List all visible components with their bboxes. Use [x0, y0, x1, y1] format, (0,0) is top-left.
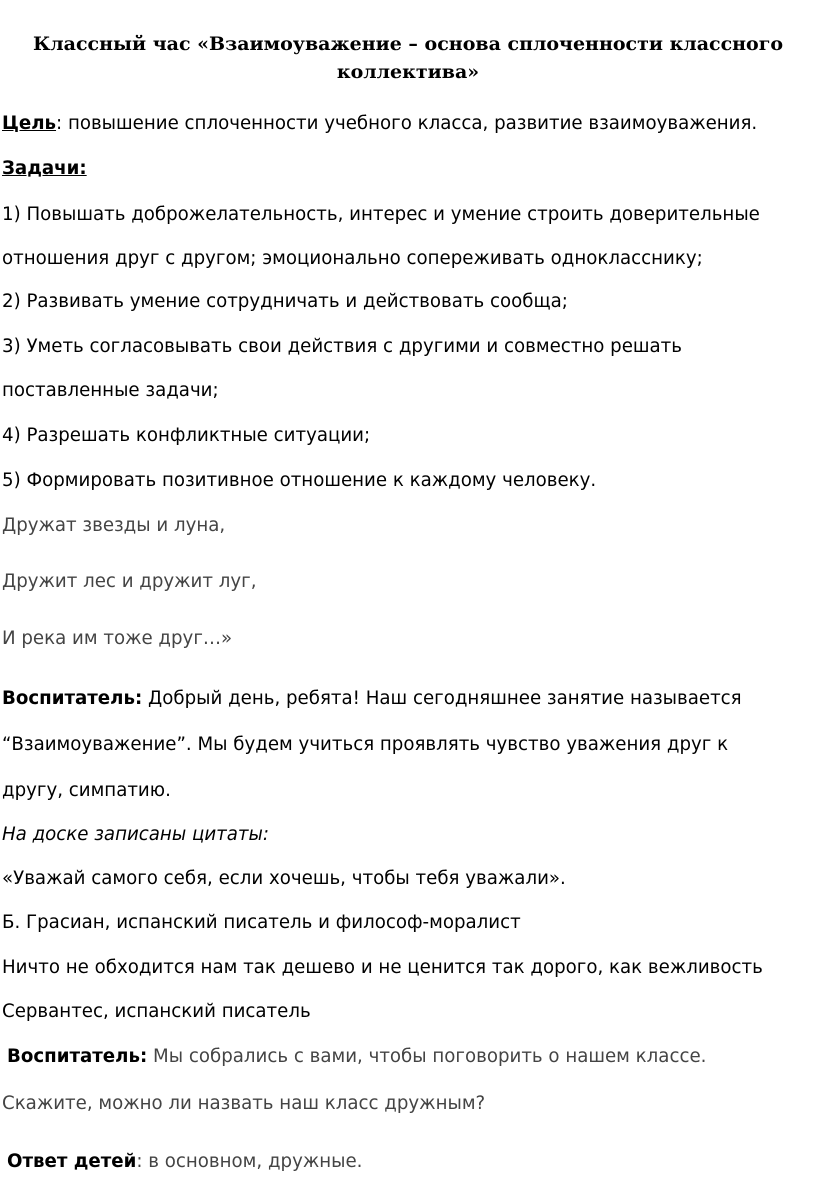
teacher-speech-line [7, 1045, 706, 1069]
teacher-speech-line [2, 687, 742, 711]
quote-author: Сервантес, испанский писатель [2, 1001, 311, 1022]
teacher-speech-line: другу, симпатию. [2, 780, 171, 801]
answer-label: Ответ детей [7, 1151, 137, 1172]
goal-label: Цель [2, 113, 57, 134]
task-line: 1) Повышать доброжелательность, интерес и умение строить доверительные [2, 204, 760, 225]
task-line: отношения друг с другом; эмоционально сопереживать однокласснику; [2, 248, 703, 269]
poem-line: Дружит лес и дружит луг, [2, 571, 257, 592]
quote-line: Ничто не обходится нам так дешево и не ценится так дорого, как вежливость [2, 957, 763, 978]
poem-line: И река им тоже друг…» [2, 628, 233, 649]
quote-author: Б. Грасиан, испанский писатель и философ-моралист [2, 912, 521, 933]
teacher-label: Воспитатель: [2, 688, 143, 709]
task-line: 2) Развивать умение сотрудничать и действовать сообща; [2, 291, 568, 312]
document-title: Классный час «Взаимоуважение – основа сплоченности классного коллектива» [32, 33, 784, 83]
goal-text: : повышение сплоченности учебного класса, развитие взаимоуважения. [56, 113, 758, 134]
teacher-label: Воспитатель: [7, 1046, 148, 1067]
task-line: поставленные задачи; [2, 380, 219, 401]
teacher-speech-line: Скажите, можно ли назвать наш класс дружным? [2, 1093, 486, 1114]
teacher-speech-text: Мы собрались с вами, чтобы поговорить о нашем классе. [147, 1046, 707, 1067]
quote-line: «Уважай самого себя, если хочешь, чтобы тебя уважали». [2, 868, 566, 889]
answer-line [7, 1150, 362, 1174]
board-note: На доске записаны цитаты: [2, 824, 269, 845]
teacher-speech-text: Добрый день, ребята! Наш сегодняшнее занятие называется [142, 688, 742, 709]
task-line: 3) Уметь согласовывать свои действия с другими и совместно решать [2, 336, 682, 357]
task-line: 5) Формировать позитивное отношение к каждому человеку. [2, 470, 597, 491]
poem-line: Дружат звезды и луна, [2, 515, 226, 536]
answer-text: : в основном, дружные. [136, 1151, 363, 1172]
teacher-speech-line: “Взаимоуважение”. Мы будем учиться проявлять чувство уважения друг к [2, 734, 729, 755]
task-line: 4) Разрешать конфликтные ситуации; [2, 425, 371, 446]
tasks-heading: Задачи: [2, 158, 87, 179]
goal-line [2, 112, 757, 136]
